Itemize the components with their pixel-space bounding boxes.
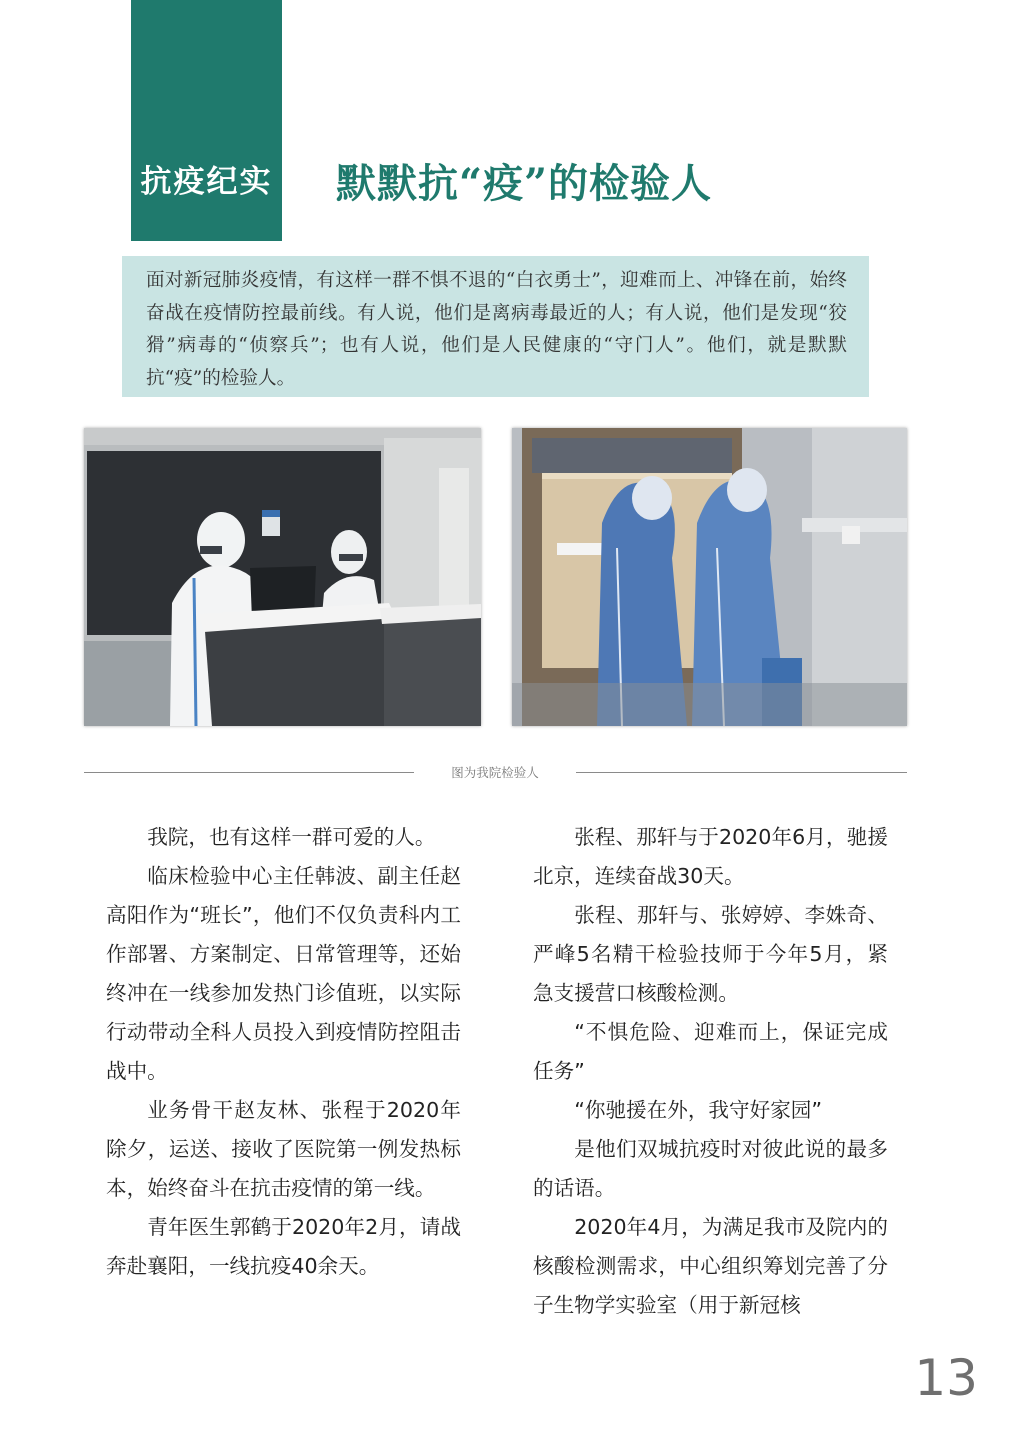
photo-biosafety-cabinet [512,428,907,726]
photo-caption: 图为我院检验人 [451,765,539,780]
paragraph: 张程、那轩与于2020年6月，驰援北京，连续奋战30天。 [533,825,888,888]
paragraph: 2020年4月，为满足我市及院内的核酸检测需求，中心组织筹划完善了分子生物学实验室（用于新冠核 [533,1215,888,1317]
paragraph: “不惧危险、迎难而上，保证完成任务” [533,1020,888,1083]
paragraph: “你驰援在外，我守好家园” [574,1098,823,1122]
intro-text: 面对新冠肺炎疫情，有这样一群不惧不退的“白衣勇士”，迎难而上、冲锋在前，始终奋战在疫情防控最前线。有人说，他们是离病毒最近的人；有人说，他们是发现“狡猾”病毒的“侦察兵”；也有人说，他们是人民健康的“守门人”。他们，就是默默抗“疫”的检验人。 [146,270,847,389]
section-tag-block [131,0,282,241]
article-title: 默默抗“疫”的检验人 [336,160,713,207]
photo-lab-instruments-drawing [84,428,481,726]
right-column [533,818,888,1325]
paragraph: 青年医生郭鹤于2020年2月，请战奔赴襄阳，一线抗疫40余天。 [106,1215,461,1278]
left-column [106,818,461,1286]
paragraph: 临床检验中心主任韩波、副主任赵高阳作为“班长”，他们不仅负责科内工作部署、方案制定、日常管理等，还始终冲在一线参加发热门诊值班，以实际行动带动全科人员投入到疫情防控阻击战中。 [106,864,461,1083]
paragraph: 张程、那轩与、张婷婷、李姝奇、严峰5名精干检验技师于今年5月，紧急支援营口核酸检测。 [533,903,888,1005]
caption-divider-left [84,772,414,773]
photo-lab-instruments [84,428,481,726]
intro-box [122,256,869,397]
caption-divider-right [576,772,907,773]
section-label: 抗疫纪实 [140,164,273,200]
paragraph: 我院，也有这样一群可爱的人。 [147,825,436,849]
page-number: 13 [914,1349,978,1407]
paragraph: 是他们双城抗疫时对彼此说的最多的话语。 [533,1137,888,1200]
paragraph: 业务骨干赵友林、张程于2020年除夕，运送、接收了医院第一例发热标本，始终奋斗在抗击疫情的第一线。 [106,1098,461,1200]
photo-biosafety-cabinet-drawing [512,428,907,726]
